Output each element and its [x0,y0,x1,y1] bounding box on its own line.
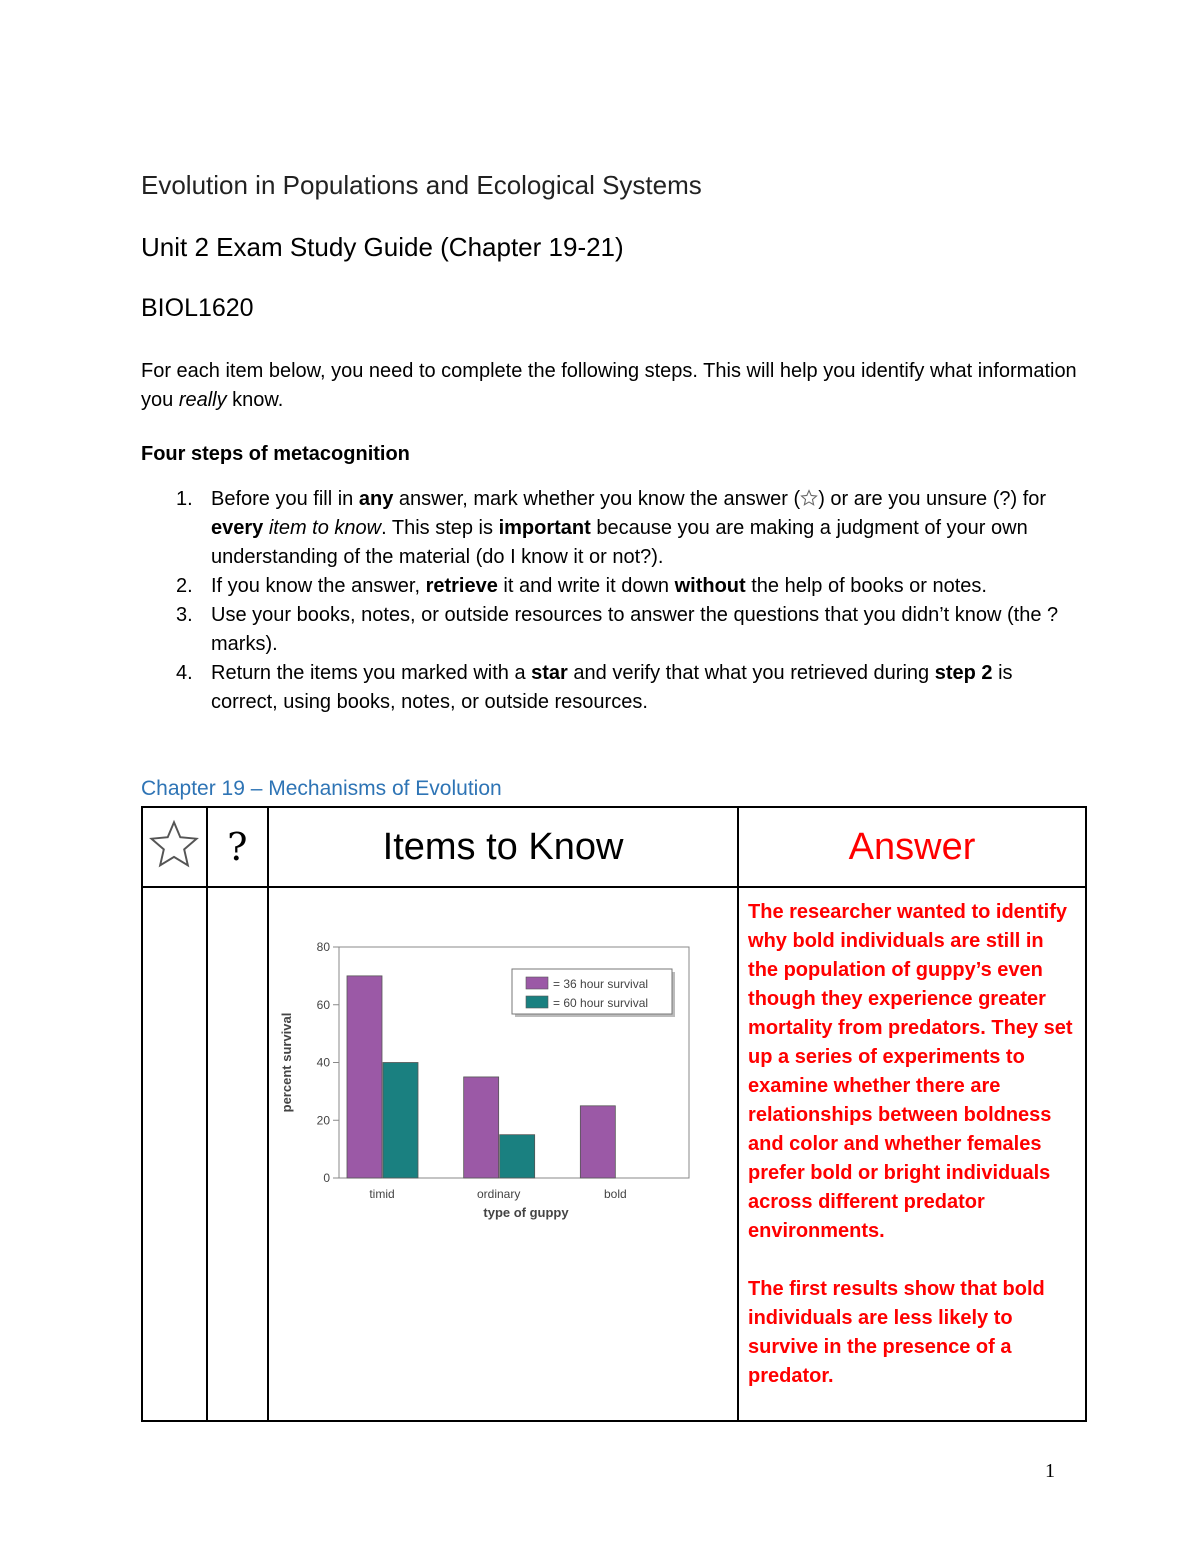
x-tick-label: ordinary [477,1187,521,1201]
answer-cell [738,887,1086,1421]
list-item: 2. If you know the answer, retrieve it and write it down without the help of books or notes. [176,575,987,597]
y-tick-label: 80 [316,940,331,954]
x-tick-label: bold [604,1187,627,1201]
study-guide-table [141,806,1087,1422]
table-header-row [142,807,1086,887]
bar-chart [269,904,735,1244]
steps-list [141,485,1071,717]
table-row [142,887,1086,1421]
legend-swatch [526,977,548,989]
y-tick-label: 20 [316,1113,331,1128]
star-icon [800,489,818,507]
header-star-cell [142,807,207,887]
y-tick-label: 60 [316,997,331,1012]
header-unsure-cell: ? [207,807,269,887]
y-tick-label: 0 [323,1171,331,1185]
list-item: 4. Return the items you marked with a star and verify that what you retrieved during step 2 is correct, using books, notes, or outside resources. [176,662,1013,713]
x-tick-label: timid [369,1187,395,1201]
star-icon [148,819,200,871]
answer-paragraph: The researcher wanted to identify why bold individuals are still in the population of guppy’s even though they experience greater mortality from predators. They set up a series of experiments to examine whether there are relationships between boldness and color and whether females prefer bold or bright individuals across different predator environments. [748,901,1073,1242]
chapter-heading: Chapter 19 – Mechanisms of Evolution [141,777,502,800]
header-items-cell: Items to Know [268,807,738,887]
intro-paragraph: For each item below, you need to complete the following steps. This will help you identify what information you really know. [141,360,1077,411]
bar-timid-36h [347,976,382,1178]
items-cell [268,887,738,1421]
bar-ordinary-36h [464,1077,499,1178]
chart-container [269,904,735,1244]
steps-heading: Four steps of metacognition [141,443,410,465]
course-code: BIOL1620 [141,294,254,322]
bar-timid-60h [383,1063,418,1179]
bar-bold-36h [580,1106,615,1178]
bar-ordinary-60h [500,1135,535,1178]
course-title: Evolution in Populations and Ecological Systems [141,170,702,200]
legend-label: = 60 hour survival [553,996,649,1010]
page-number: 1 [1045,1460,1055,1482]
y-tick-label: 40 [316,1055,331,1070]
legend-label: = 36 hour survival [553,977,649,991]
star-mark-cell[interactable] [142,887,207,1421]
x-axis-label: type of guppy [483,1205,569,1220]
unsure-mark-cell[interactable] [207,887,269,1421]
answer-paragraph: The first results show that bold individuals are less likely to survive in the presence of a predator. [748,1278,1045,1387]
list-item: 3. Use your books, notes, or outside resources to answer the questions that you didn’t know (the ? marks). [176,604,1059,655]
y-axis-label: percent survival [279,1012,295,1113]
header-answer-cell: Answer [738,807,1086,887]
unit-title: Unit 2 Exam Study Guide (Chapter 19-21) [141,232,624,262]
legend-swatch [526,996,548,1008]
list-item: 1. Before you fill in any answer, mark whether you know the answer ( ) or are you unsure (?) for every item to know. This step is important because you are making a judgment of your own understanding of the material (do I know it or not?). [176,488,1047,568]
